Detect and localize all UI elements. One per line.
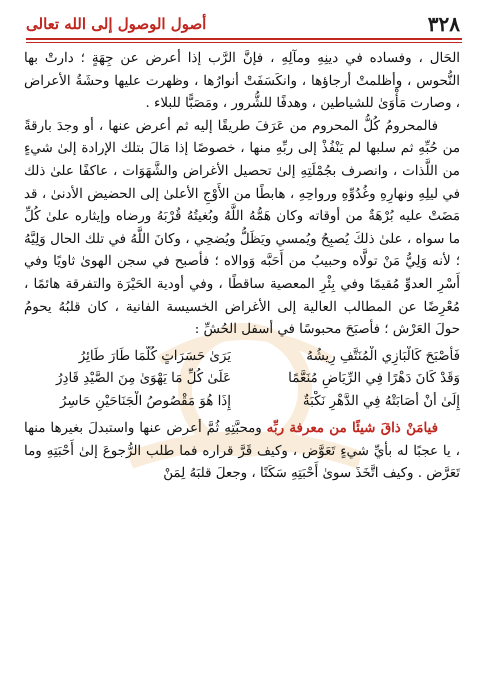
verse-hemistich: وَقَدْ كَانَ دَهْرًا فِي الرِّيَاضِ مُنَعَّمًا	[288, 371, 460, 387]
poetry-block	[24, 346, 460, 413]
running-title: أصول الوصول إلى الله تعالى	[26, 15, 207, 33]
paragraph: فالمحرومُ كُلُّ المحروم من عَرَفَ طريقًا إليه ثم أعرض عنها ، أو وجدَ بارقةً من حُبِّهِ ثم سلبها لم يَنْفُذْ إلى ربِّهِ منها ، خصوصًا إذا مَالَ بتلك الإرادة إلىٰ شيءٍ من اللَّذات ، وانصرف بجُمْلَتِهِ إلىٰ تحصيل الأغراض والشَّهَوَات ، عاكفًا علىٰ ذلك في ليلِهِ ونهارِهِ وغُدُوِّهِ ورواحِهِ ، هابطًا من الأَوْجِ الأعلىٰ إلى الحضيض الأدنىٰ ، قد مَضَتْ عليه بُرْهَةٌ من أوقاته وكان هَمُّهُ اللَّهُ وبُغيتُهُ قُرْبَهُ ورضاه وإيثاره علىٰ كُلِّ ما سواه ، علىٰ ذلكَ يُصبِحُ ويُمسي ويَظَلُّ ويُضحِي ، وكانَ اللَّهُ في تلك الحال وَلِيَّهُ ؛ لأنه وَلِيُّ مَنْ تولَّاه وحبيبُ من أَحَبَّه وَوالاه ؛ فأصبح في سجن الهوىٰ ثاويًا وفي أَسْرِ العدوِّ مُقيمًا وفي بِئْرِ المعصية ساقطًا ، وفي أودية الحَيْرَة والتفرقة هائمًا ، مُعْرِضًا عن المطالب العالية إلى الأغراض الخسيسة الفانية ، كان قلبُهُ يحومُ حولَ العَرْش ؛ فأصبَحَ محبوسًا في أسفل الحُشِّ :	[24, 118, 460, 338]
verse-hemistich: فَأَصْبَحَ كَالْبَازِي الْمُنَتَّفِ رِيشُهُ	[306, 348, 460, 364]
highlighted-phrase: فيامَنْ ذاقَ شيئًا من معرفة ربِّه	[266, 419, 438, 436]
verse-hemistich: عَلَىٰ كُلِّ مَا يَهْوَىٰ مِنَ الصَّيْدِ قَادِرُ	[56, 371, 231, 387]
paragraph: الحَال ، وفساده في دينِهِ ومآلِهِ ، فإنَّ الرَّب إذا أعرض عن جِهَةٍ ؛ دارتْ بها النُّحوس ، وأظلمتْ أرجاؤها ، وانكَسَفَتْ أنوارُها ، وظهرت عليها وحشَةُ الأعراض ، وصارت مَأْوَىٰ للشياطين ، وهدفًا للشُّرور ، ومَصَبًّا للبلاء .	[24, 51, 460, 112]
verse-hemistich: إِلَىٰ أَنْ أَصَابَتْهُ فِي الدَّهْرِ نَكْبَةٌ	[302, 393, 460, 409]
verse-hemistich: يَرَىٰ حَسَرَاتٍ كُلَّمَا طَارَ طَائِرُ	[78, 348, 231, 364]
main-text	[24, 48, 460, 486]
page-header	[26, 10, 462, 38]
page-number: ٣٢٨	[427, 12, 460, 36]
paragraph	[24, 417, 460, 486]
header-rule-thin	[26, 42, 462, 43]
paragraph-text: ومحبَّتِهِ ثُمَّ أعرض عنها واستبدلَ بغيرها منها ، يا عجبًا له بأيِّ شيءٍ تَعَوَّض ، وكيف قَرَّ قراره فما طلب الرُّجوعَ إلىٰ أَحْبَتِهِ وما تَعَرَّض . وكيف اتَّخَذَ سوىٰ أَحْبَتِهِ سَكَنًا ، وجعلَ قلبَهُ لِمَنْ	[24, 420, 460, 482]
header-rule	[26, 38, 462, 40]
verse-hemistich: إِذَا هُوَ مَقْصُوصُ الْجَنَاحَيْنِ حَاسِرُ	[59, 393, 231, 409]
